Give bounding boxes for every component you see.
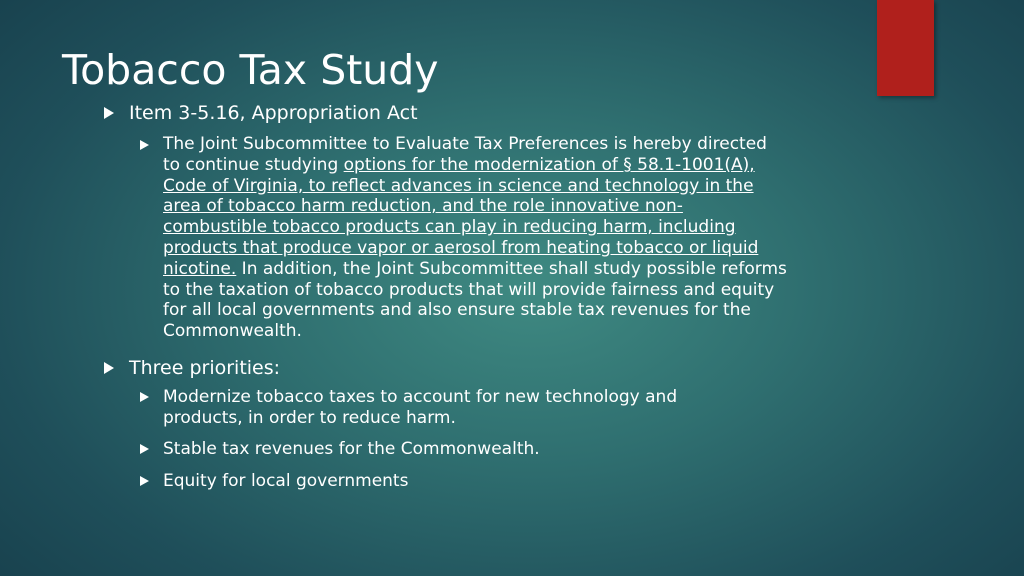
paragraph-line: Commonwealth. — [163, 321, 302, 342]
directive-paragraph — [163, 134, 853, 342]
triangle-bullet-icon — [140, 392, 149, 402]
priorities-heading: Three priorities: — [129, 357, 281, 379]
paragraph-line: to continue studying options for the modernization of § 58.1-1001(A), — [163, 154, 755, 175]
accent-bar — [877, 0, 934, 96]
paragraph-line: products that produce vapor or aerosol from heating tobacco or liquid — [163, 237, 759, 258]
priority-item: Modernize tobacco taxes to account for new technology and products, in order to reduce harm. — [163, 387, 678, 428]
triangle-bullet-icon — [104, 107, 114, 119]
paragraph-line: combustible tobacco products can play in reducing harm, including — [163, 217, 736, 238]
slide-title: Tobacco Tax Study — [62, 46, 439, 94]
priority-item: Equity for local governments — [163, 471, 409, 491]
paragraph-line: nicotine. In addition, the Joint Subcommittee shall study possible reforms — [163, 258, 787, 279]
triangle-bullet-icon — [140, 140, 149, 150]
triangle-bullet-icon — [104, 362, 114, 374]
item-heading: Item 3-5.16, Appropriation Act — [129, 102, 418, 124]
paragraph-line: to the taxation of tobacco products that will provide fairness and equity — [163, 279, 775, 300]
paragraph-line: for all local governments and also ensure stable tax revenues for the — [163, 300, 751, 321]
statute-reference-link: options for the modernization of § 58.1-1001(A), — [343, 154, 755, 175]
priority-item: Stable tax revenues for the Commonwealth. — [163, 439, 540, 459]
triangle-bullet-icon — [140, 444, 149, 454]
paragraph-line: Code of Virginia, to reflect advances in science and technology in the — [163, 175, 754, 196]
paragraph-line: The Joint Subcommittee to Evaluate Tax Preferences is hereby directed — [163, 134, 767, 154]
paragraph-line: area of tobacco harm reduction, and the role innovative non- — [163, 196, 683, 217]
triangle-bullet-icon — [140, 476, 149, 486]
